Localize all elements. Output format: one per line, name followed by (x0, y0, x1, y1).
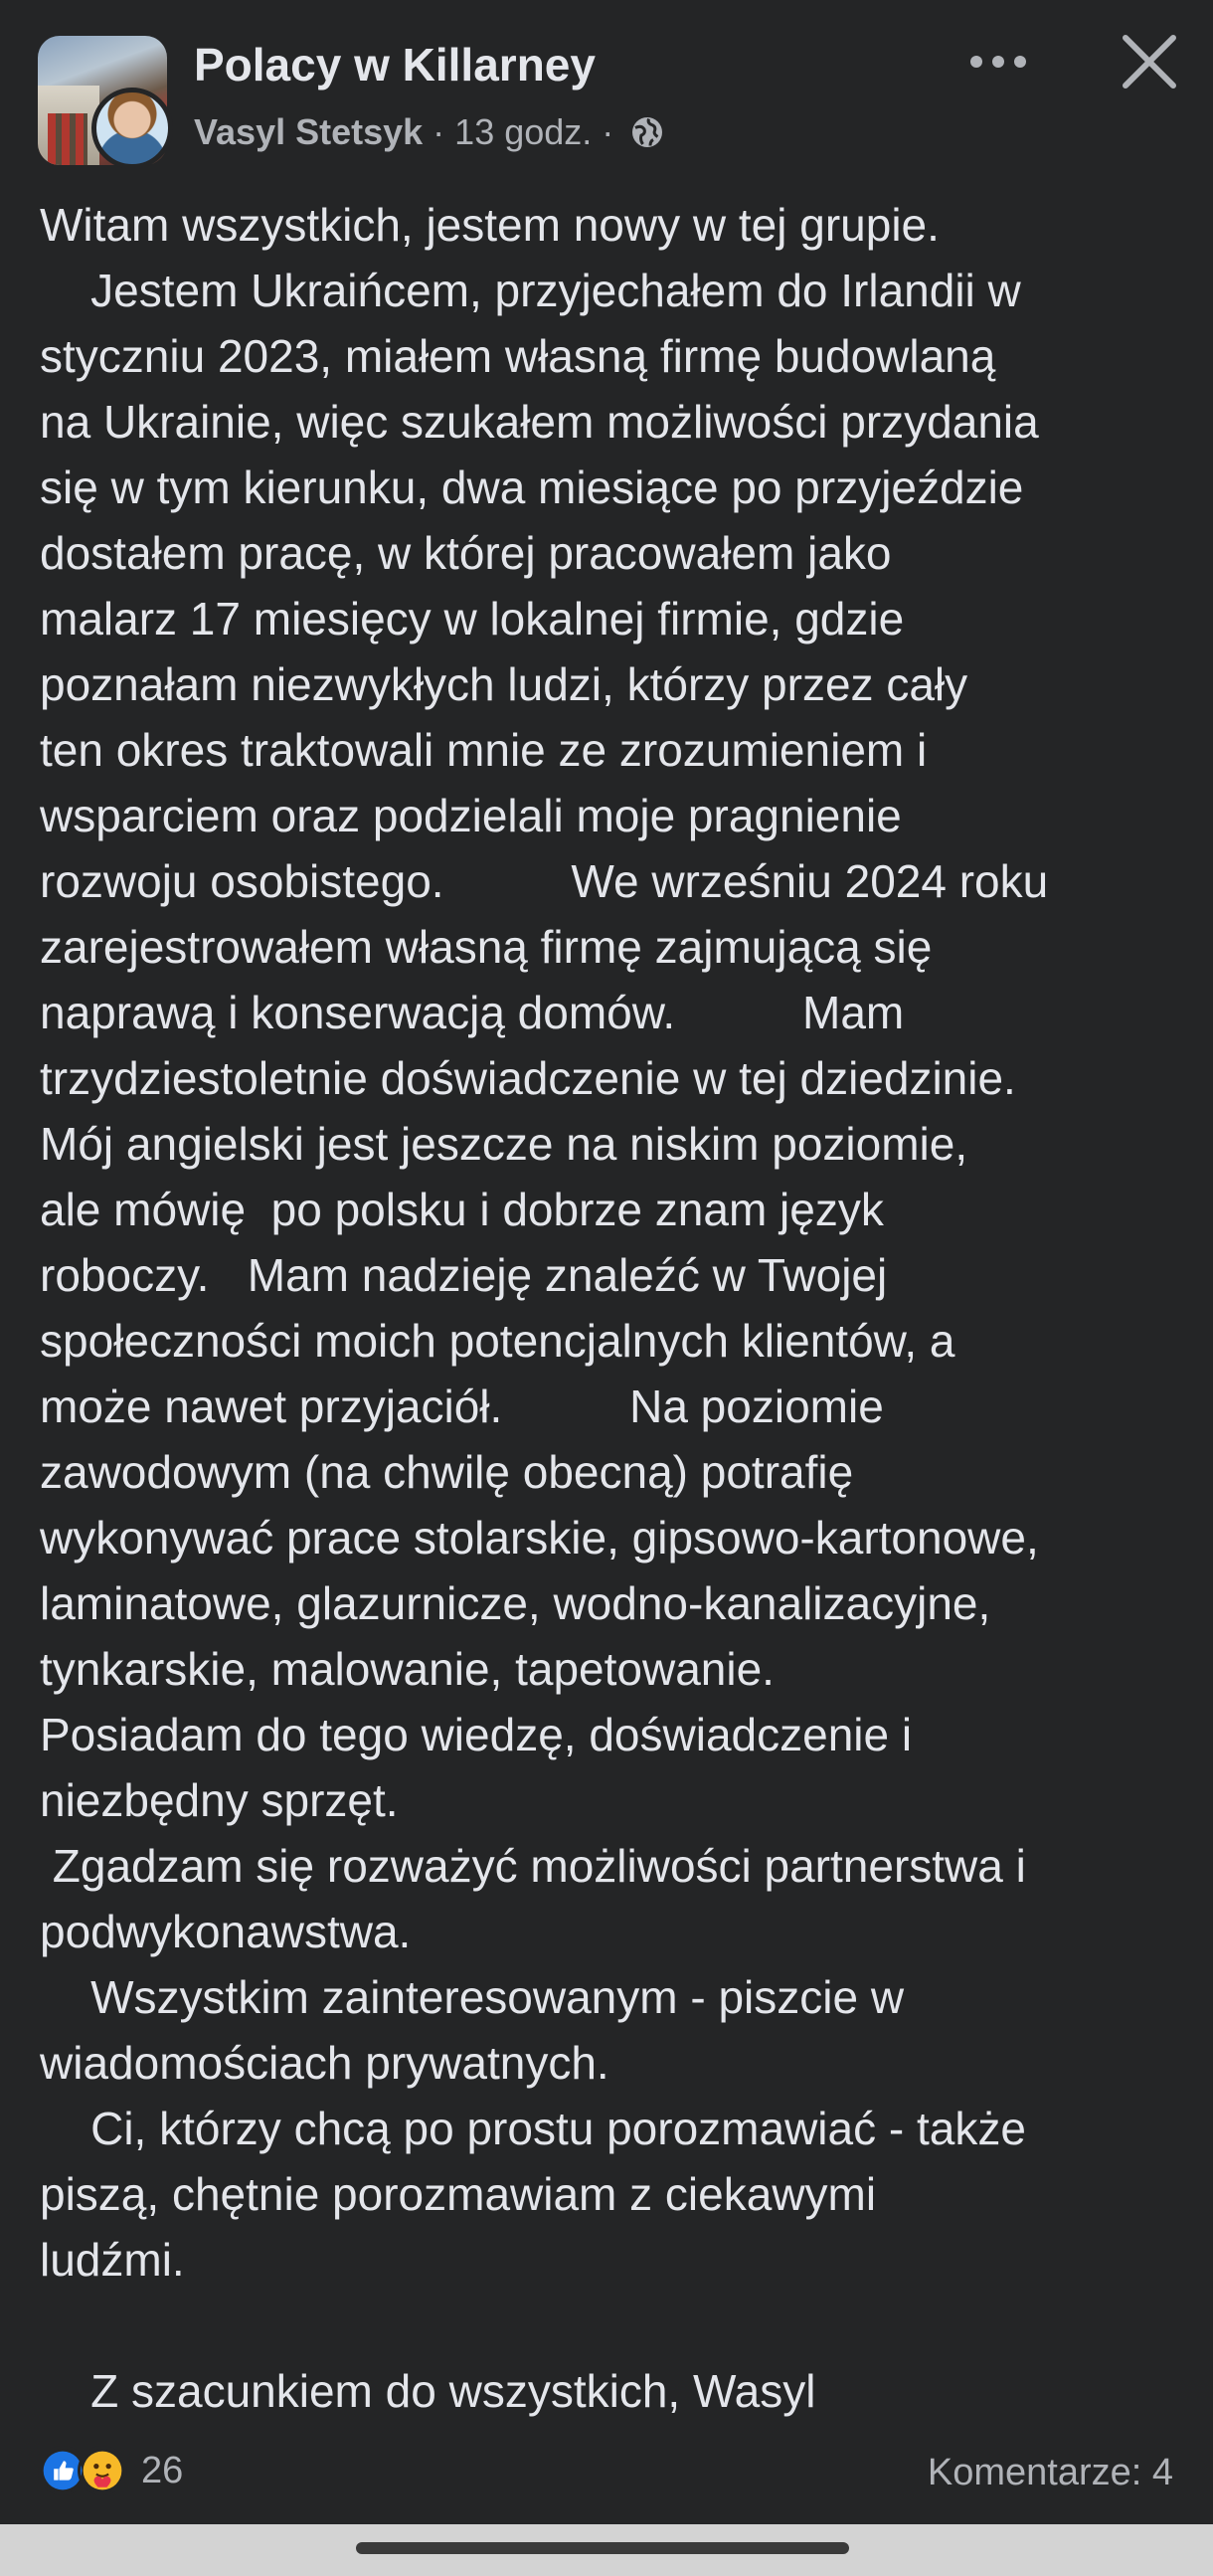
post-text-line: styczniu 2023, miałem własną firmę budowlaną (40, 330, 996, 382)
post-text-line: ten okres traktowali mnie ze zrozumieniem i (40, 724, 928, 776)
home-indicator[interactable] (356, 2542, 849, 2554)
post-text-line: Ci, którzy chcą po prostu porozmawiać - także (40, 2103, 1026, 2154)
post-text-line: Witam wszystkich, jestem nowy w tej grupie. (40, 199, 940, 251)
post-text-line: zawodowym (na chwilę obecną) potrafię (40, 1446, 854, 1498)
thumbnail-storefront-shape (48, 113, 87, 165)
post-text-line: się w tym kierunku, dwa miesiące po przyjeździe (40, 461, 1024, 513)
post-text-line: roboczy. Mam nadzieję znaleźć w Twojej (40, 1249, 888, 1301)
post-footer (0, 2442, 1213, 2511)
post-text-line: dostałem pracę, w której pracowałem jako (40, 527, 892, 579)
post-text-line: ale mówię po polsku i dobrze znam język (40, 1184, 884, 1235)
post-meta (194, 111, 665, 153)
comments-count-link[interactable]: Komentarze: 4 (927, 2452, 1173, 2493)
post-text-line: Zgadzam się rozważyć możliwości partnerstwa i (40, 1840, 1026, 1892)
author-name-link[interactable]: Vasyl Stetsyk (194, 111, 424, 152)
post-text-line: zarejestrowałem własną firmę zajmującą się (40, 921, 933, 973)
post-header (0, 0, 1213, 179)
post-text-line: na Ukrainie, więc szukałem możliwości przydania (40, 396, 1039, 448)
post-text-line: trzydziestoletnie doświadczenie w tej dziedzinie. (40, 1052, 1016, 1104)
post-text-line: Wszystkim zainteresowanym - piszcie w (40, 1971, 905, 2023)
post-text-line: tynkarskie, malowanie, tapetowanie. (40, 1643, 775, 1695)
post-text-line: podwykonawstwa. (40, 1906, 412, 1957)
post-text-line: Mój angielski jest jeszcze na niskim poziomie, (40, 1118, 968, 1170)
meta-separator: · (433, 111, 445, 152)
globe-icon (629, 114, 665, 150)
post-text-line: wsparciem oraz podzielali moje pragnienie (40, 790, 902, 841)
more-horizontal-icon[interactable] (966, 44, 1030, 80)
post-text-line: poznałam niezwykłych ludzi, którzy przez cały (40, 658, 968, 710)
post-text-line: może nawet przyjaciół. Na poziomie (40, 1380, 884, 1432)
meta-separator-2: · (602, 111, 614, 152)
reactions-summary[interactable] (38, 2446, 183, 2495)
close-icon[interactable] (1120, 32, 1179, 92)
post-timestamp[interactable]: 13 godz. (454, 111, 593, 152)
post-text (40, 192, 1203, 2424)
post-text-line: społeczności moich potencjalnych klientów, a (40, 1315, 955, 1367)
post-text-line: wykonywać prace stolarskie, gipsowo-kartonowe, (40, 1512, 1039, 1564)
reaction-count: 26 (141, 2449, 184, 2491)
post-text-line: wiadomościach prywatnych. (40, 2037, 609, 2089)
post-text-line: ludźmi. (40, 2234, 185, 2286)
care-reaction-icon (78, 2446, 127, 2495)
post-text-line: Z szacunkiem do wszystkich, Wasyl (40, 2365, 816, 2417)
post-text-line: rozwoju osobistego. We wrześniu 2024 roku (40, 855, 1049, 907)
group-name-link[interactable]: Polacy w Killarney (194, 39, 596, 91)
post-text-line: laminatowe, glazurnicze, wodno-kanalizacyjne, (40, 1577, 991, 1629)
post-text-line: Jestem Ukraińcem, przyjechałem do Irlandii w (40, 265, 1021, 316)
post-text-line: piszą, chętnie porozmawiam z ciekawymi (40, 2168, 877, 2220)
post-text-line: niezbędny sprzęt. (40, 1774, 399, 1826)
author-avatar[interactable] (91, 88, 173, 169)
post-text-line: naprawą i konserwacją domów. Mam (40, 987, 905, 1038)
post-text-line (40, 2293, 1203, 2358)
post-text-line: malarz 17 miesięcy w lokalnej firmie, gdzie (40, 593, 905, 644)
post-text-line: Posiadam do tego wiedzę, doświadczenie i (40, 1709, 913, 1760)
